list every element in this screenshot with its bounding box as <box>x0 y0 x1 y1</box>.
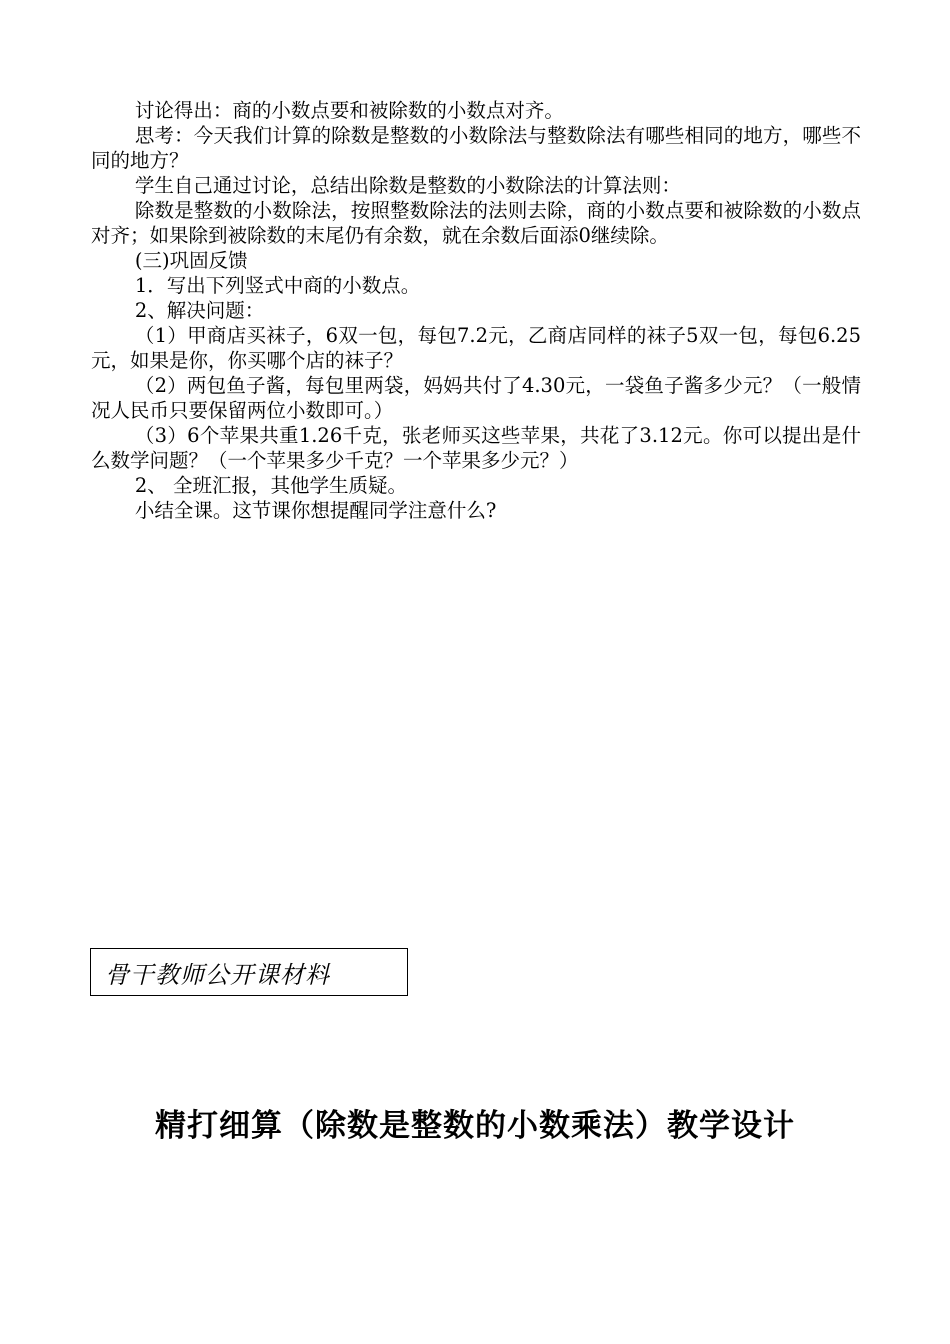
problem-1-socks: （1）甲商店买袜子，6双一包，每包7.2元，乙商店同样的袜子5双一包，每包6.25元，如果是你，你买哪个店的袜子？ <box>91 324 861 372</box>
section-heading-consolidation: (三)巩固反馈 <box>134 249 248 272</box>
paragraph-division-rule: 除数是整数的小数除法，按照整数除法的法则去除，商的小数点要和被除数的小数点对齐；如果除到被除数的末尾仍有余数，就在余数后面添0继续除。 <box>91 199 861 247</box>
exercise-item-2: 2、解决问题： <box>134 299 265 322</box>
paragraph-discussion-result: 讨论得出：商的小数点要和被除数的小数点对齐。 <box>134 99 564 122</box>
lesson-summary: 小结全课。这节课你想提醒同学注意什么? <box>134 499 497 522</box>
problem-2-caviar: （2）两包鱼子酱，每包里两袋，妈妈共付了4.30元，一袋鱼子酱多少元？（一般情况人民币只要保留两位小数即可。） <box>91 374 861 422</box>
body-text <box>91 98 861 523</box>
problem-3-apples: （3）6个苹果共重1.26千克，张老师买这些苹果，共花了3.12元。你可以提出是什么数学问题？（一个苹果多少千克？一个苹果多少元？） <box>91 424 861 472</box>
material-label-box: 骨干教师公开课材料 <box>90 948 408 996</box>
class-report-item: 2、 全班汇报，其他学生质疑。 <box>134 474 407 497</box>
paragraph-student-summary: 学生自己通过讨论，总结出除数是整数的小数除法的计算法则： <box>134 174 681 197</box>
exercise-item-1: 1．写出下列竖式中商的小数点。 <box>134 274 421 297</box>
paragraph-thinking-question: 思考：今天我们计算的除数是整数的小数除法与整数除法有哪些相同的地方，哪些不同的地方？ <box>91 124 861 172</box>
document-title: 精打细算（除数是整数的小数乘法）教学设计 <box>155 1108 795 1144</box>
